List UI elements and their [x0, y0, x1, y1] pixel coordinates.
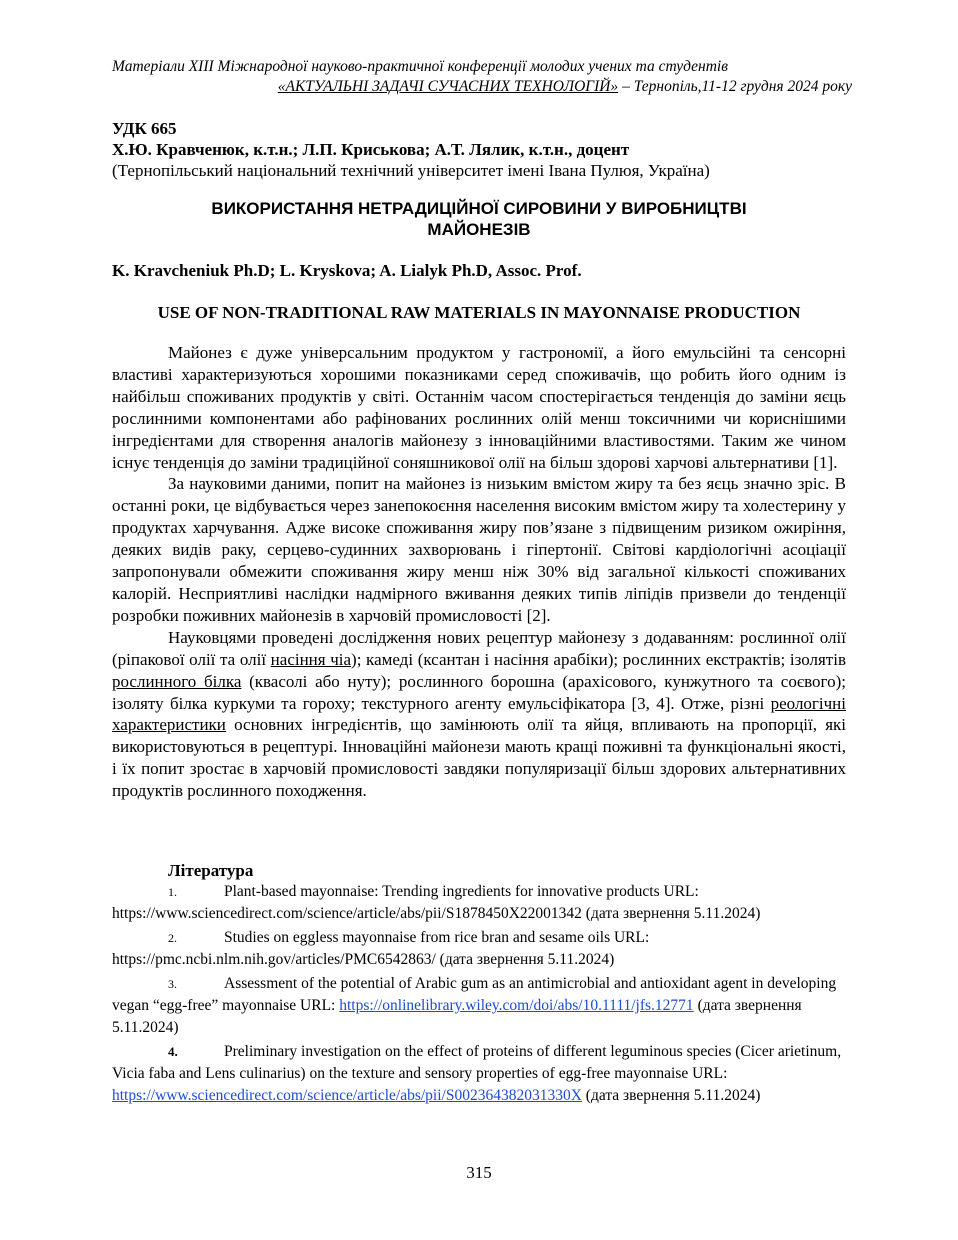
paragraph-3-text: ); камеді (ксантан і насіння арабіки); рослинних екстрактів; ізолятів — [351, 649, 846, 669]
conference-name: «АКТУАЛЬНІ ЗАДАЧІ СУЧАСНИХ ТЕХНОЛОГІЙ» — [277, 78, 619, 95]
reference-list — [112, 881, 846, 1109]
title-ua-line2: МАЙОНЕЗІВ — [427, 220, 531, 239]
reference-date: (дата звернення 5.11.2024) — [112, 997, 802, 1036]
reference-number: 2. — [168, 931, 177, 945]
reference-number: 3. — [168, 977, 177, 991]
reference-text: Preliminary investigation on the effect of proteins of different leguminous species (Cicer arietinum, Vicia faba and Lens culinarius) on the texture and sensory properties of egg-free mayonnaise URL: — [112, 1043, 842, 1082]
authors-en: K. Kravcheniuk Ph.D; L. Kryskova; A. Lialyk Ph.D, Assoc. Prof. — [112, 261, 582, 280]
affiliation: (Тернопільський національний технічний університет імені Івана Пулюя, Україна) — [112, 161, 710, 180]
reference-number: 1. — [168, 885, 177, 899]
paragraph-3 — [112, 627, 846, 802]
underlined-term-rheology: реологічні характеристики — [112, 693, 846, 735]
conference-place-date: – Тернопіль,11-12 грудня 2024 року — [618, 78, 852, 95]
reference-item — [112, 881, 846, 925]
conference-header-line1: Матеріали XIII Міжнародної науково-практичної конференції молодих учених та студентів — [112, 58, 728, 75]
reference-item — [112, 1041, 846, 1107]
udk-code: УДК 665 — [112, 119, 177, 138]
paragraph-3-text: (квасолі або нуту); рослинного борошна (арахісового, кунжутного та соєвого); ізоляту білка куркуми та гороху; текстурного агенту емульсіфікатора [3, 4]. Отже, різні — [112, 671, 846, 713]
paragraph-3-text: Науковцями проведені дослідження нових рецептур майонезу з додаванням: рослинної олії (ріпакової олії та олії — [112, 627, 846, 669]
conference-header-line2 — [112, 77, 852, 96]
paragraph-1: Майонез є дуже універсальним продуктом у гастрономії, а його емульсійні та сенсорні властиві характеризуються хорошими показниками серед споживачів, що робить його одним із найбільш споживаних продуктів у світі. Останнім часом спостерігається тенденція до заміни яєць рослинними компонентами або рафінованих рослинних олій менш токсичними чи кориснішими інгредієнтами для створення аналогів майонезу з інноваційними властивостями. Таким же чином існує тенденція до заміни традиційної соняшникової олії на більш здорові харчові альтернативи [1]. — [112, 343, 846, 472]
title-en: USE OF NON-TRADITIONAL RAW MATERIALS IN MAYONNAISE PRODUCTION — [157, 303, 801, 322]
page-number: 315 — [466, 1163, 492, 1182]
reference-item — [112, 927, 846, 971]
authors-ua: Х.Ю. Кравченюк, к.т.н.; Л.П. Криськова; А.Т. Лялик, к.т.н., доцент — [112, 140, 630, 159]
title-ua-line1: ВИКОРИСТАННЯ НЕТРАДИЦІЙНОЇ СИРОВИНИ У ВИРОБНИЦТВІ — [211, 199, 747, 218]
article-body — [112, 342, 846, 802]
underlined-term-plant-protein: рослинного білка — [112, 671, 242, 691]
paragraph-2: За науковими даними, попит на майонез із низьким вмістом жиру та без яєць значно зріс. В останні роки, це відбувається через занепокоєння населення високим вмістом жиру та холестерину у продуктах харчування. Адже високе споживання жиру пов’язане з підвищеним ризиком ожиріння, деяких видів раку, серцево-судинних захворювань і гіпертонії. Світові кардіологічні асоціації запропонували обмежити споживання жиру менш ніж 30% від загальної кількості споживаних калорій. Несприятливі наслідки надмірного вживання деяких типів ліпідів призвели до тенденції розробки поживних майонезів в харчовій промисловості [2]. — [112, 474, 846, 625]
reference-date: (дата звернення 5.11.2024) — [581, 905, 761, 922]
paragraph-3-text: основних інгредієнтів, що замінюють олії та яйця, впливають на пропорції, які використовуються в рецептурі. Інноваційні майонези мають кращі поживні та функціональні якості, і їх попит зростає в харчовій промисловості завдяки популяризації більш здорових альтернативних продуктів рослинного походження. — [112, 715, 846, 801]
reference-date: (дата звернення 5.11.2024) — [581, 1087, 761, 1104]
title-ua — [112, 198, 846, 240]
reference-text: Assessment of the potential of Arabic gum as an antimicrobial and antioxidant agent in developing vegan “egg-free” mayonnaise URL: — [112, 975, 837, 1014]
reference-link[interactable]: https://www.sciencedirect.com/science/article/abs/pii/S002364382031330X — [112, 1087, 582, 1104]
underlined-term-chia: насіння чіа — [270, 649, 352, 669]
reference-number: 4. — [168, 1044, 178, 1059]
reference-date: (дата звернення 5.11.2024) — [435, 951, 615, 968]
reference-text: Studies on eggless mayonnaise from rice bran and sesame oils URL: https://pmc.ncbi.nlm.nih.gov/articles/PMC6542863/ — [112, 929, 650, 968]
literature-heading: Література — [168, 861, 254, 880]
reference-item — [112, 973, 846, 1039]
reference-text: Plant-based mayonnaise: Trending ingredients for innovative products URL: https://www.sciencedirect.com/science/article/abs/pii/S1878450X22001342 — [112, 883, 699, 922]
reference-link[interactable]: https://onlinelibrary.wiley.com/doi/abs/10.1111/jfs.12771 — [339, 997, 694, 1014]
